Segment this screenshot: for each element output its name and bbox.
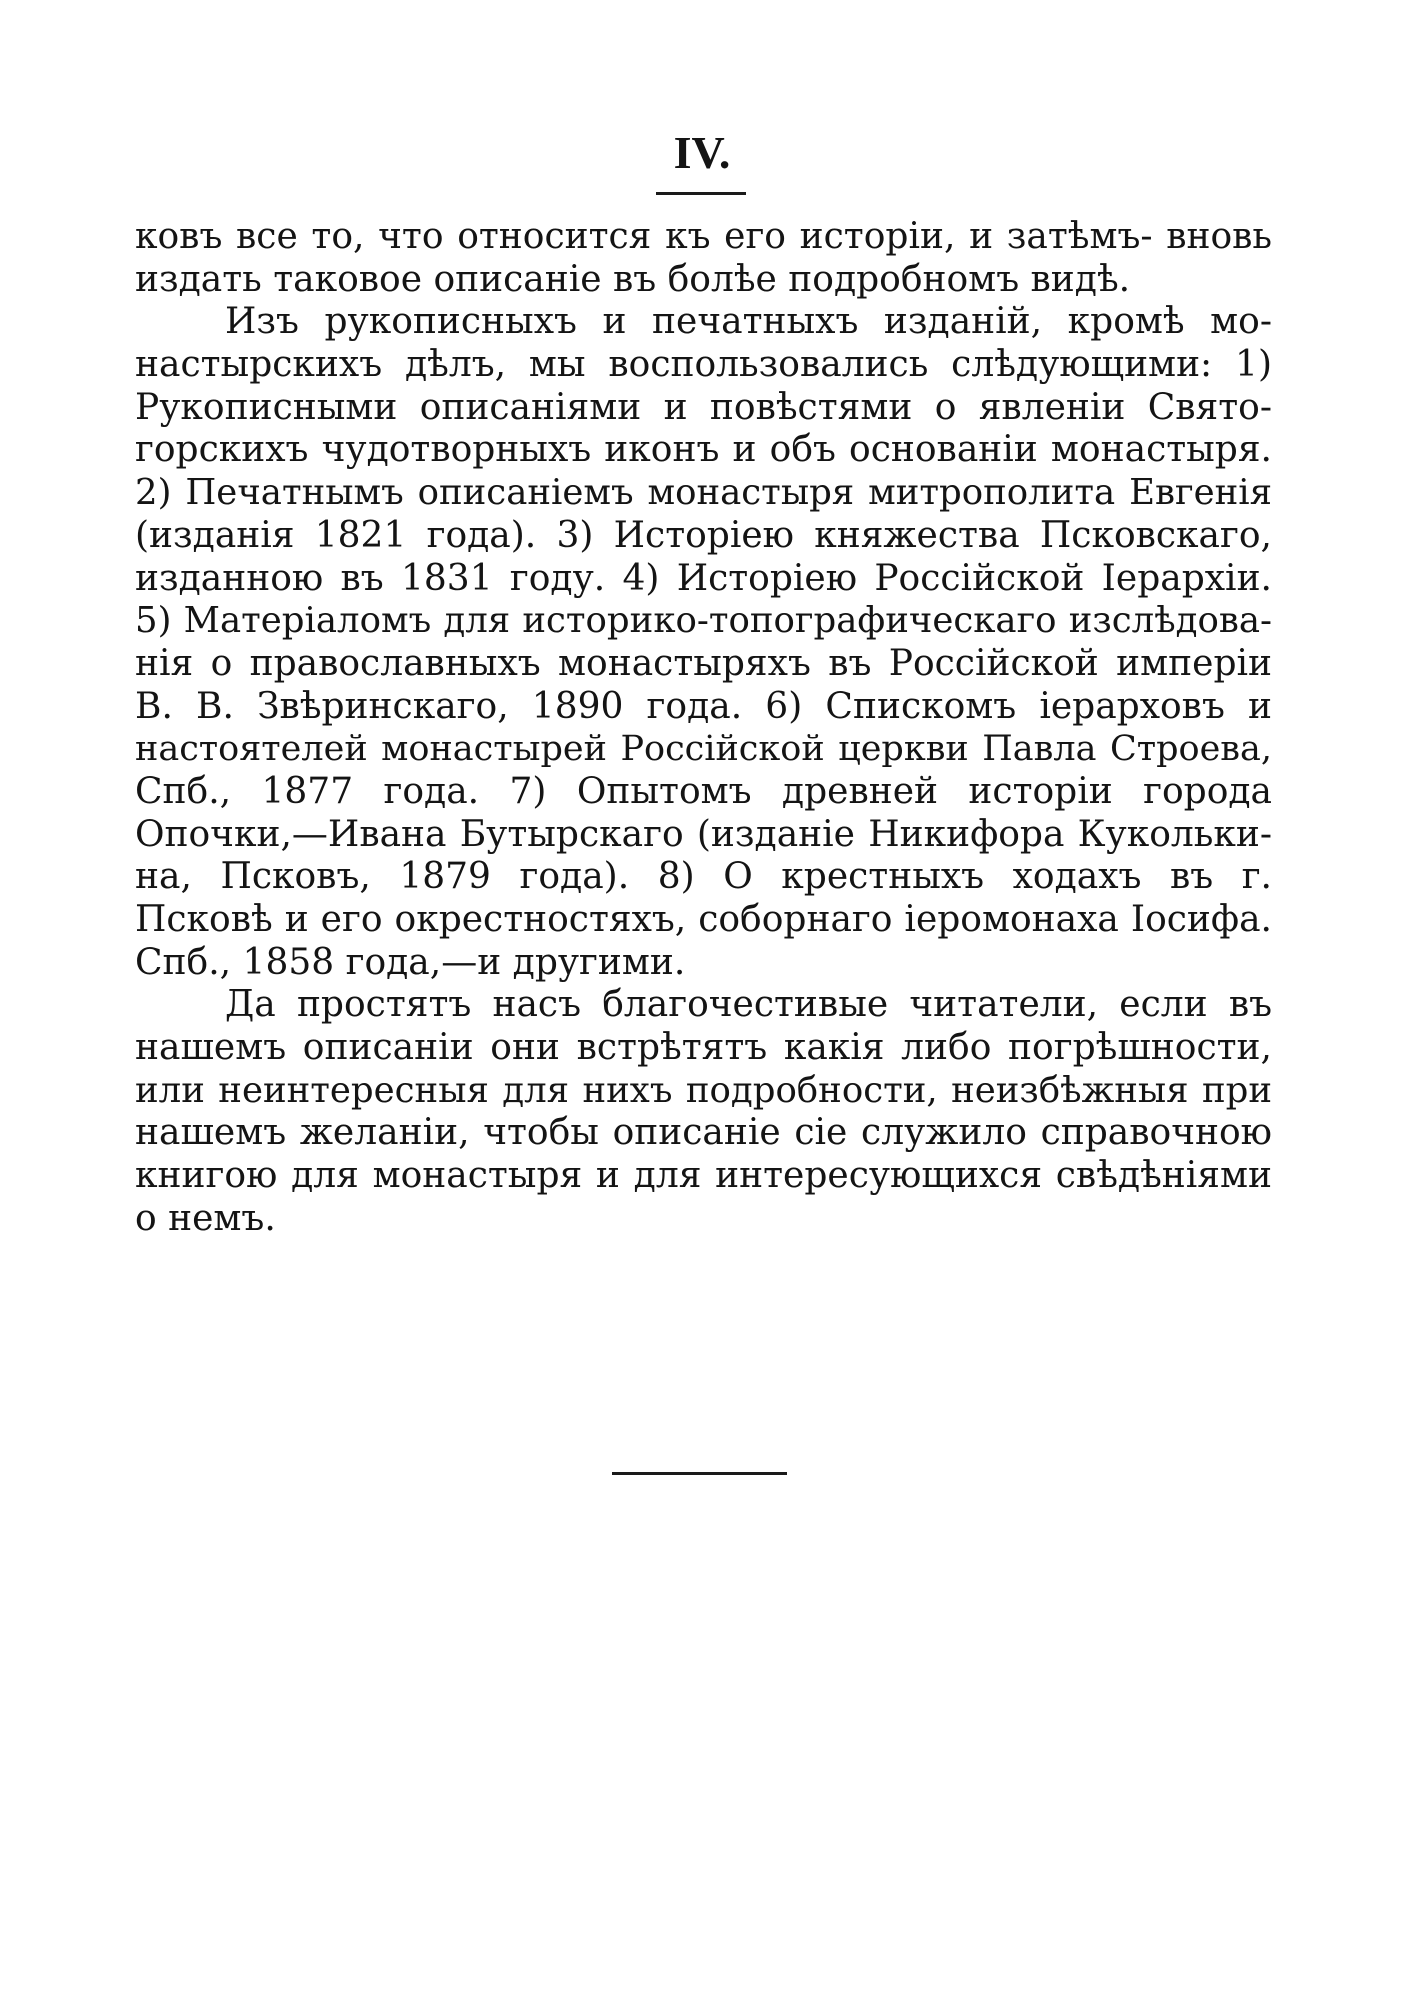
end-divider	[612, 1472, 787, 1475]
page-number-underline	[656, 192, 746, 195]
text-line: Да простятъ насъ благочестивые читатели, если въ	[225, 984, 1272, 1026]
text-line: Спб., 1858 года,—и другими.	[135, 941, 686, 983]
text-line: на, Псковъ, 1879 года). 8) О крестныхъ ходахъ въ г.	[135, 856, 1272, 898]
text-line: нашемъ желаніи, чтобы описаніе сіе служило справочною	[135, 1112, 1272, 1154]
text-line: 2) Печатнымъ описаніемъ монастыря митрополита Евгенія	[135, 472, 1272, 514]
text-line: нія о православныхъ монастыряхъ въ Россійской имперіи	[135, 642, 1272, 684]
text-line: Опочки,—Ивана Бутырскаго (изданіе Никифора Кукольки-	[135, 813, 1272, 855]
text-line: Рукописными описаніями и повѣстями о явленіи Свято-	[135, 386, 1272, 428]
text-line: изданною въ 1831 году. 4) Исторіею Россійской Іерархіи.	[135, 557, 1272, 599]
text-line: Изъ рукописныхъ и печатныхъ изданій, кромѣ мо-	[225, 301, 1272, 343]
text-line: Спб., 1877 года. 7) Опытомъ древней исторіи города	[135, 770, 1272, 812]
text-line: книгою для монастыря и для интересующихся свѣдѣніями	[135, 1155, 1272, 1197]
text-line: (изданія 1821 года). 3) Исторіею княжества Псковскаго,	[135, 514, 1272, 556]
text-line: настырскихъ дѣлъ, мы воспользовались слѣдующими: 1)	[135, 344, 1272, 386]
text-line: Псковѣ и его окрестностяхъ, соборнаго іеромонаха Іосифа.	[135, 899, 1272, 940]
body-text	[135, 216, 1272, 1241]
text-line: или неинтересныя для нихъ подробности, неизбѣжныя при	[135, 1069, 1272, 1111]
page-number: IV.	[673, 127, 731, 178]
text-line: издать таковое описаніе въ болѣе подробномъ видѣ.	[135, 258, 1131, 300]
text-line: горскихъ чудотворныхъ иконъ и объ основаніи монастыря.	[135, 429, 1272, 471]
text-line: 5) Матеріаломъ для историко-топографическаго изслѣдова-	[135, 600, 1272, 642]
text-line: В. В. Звѣринскаго, 1890 года. 6) Спискомъ іерарховъ и	[135, 685, 1272, 727]
text-line: нашемъ описаніи они встрѣтятъ какія либо погрѣшности,	[135, 1027, 1272, 1069]
text-line: о немъ.	[135, 1197, 276, 1239]
text-line: ковъ все то, что относится къ его исторіи, и затѣмъ- вновь	[135, 216, 1272, 257]
text-line: настоятелей монастырей Россійской церкви Павла Строева,	[135, 729, 1272, 770]
